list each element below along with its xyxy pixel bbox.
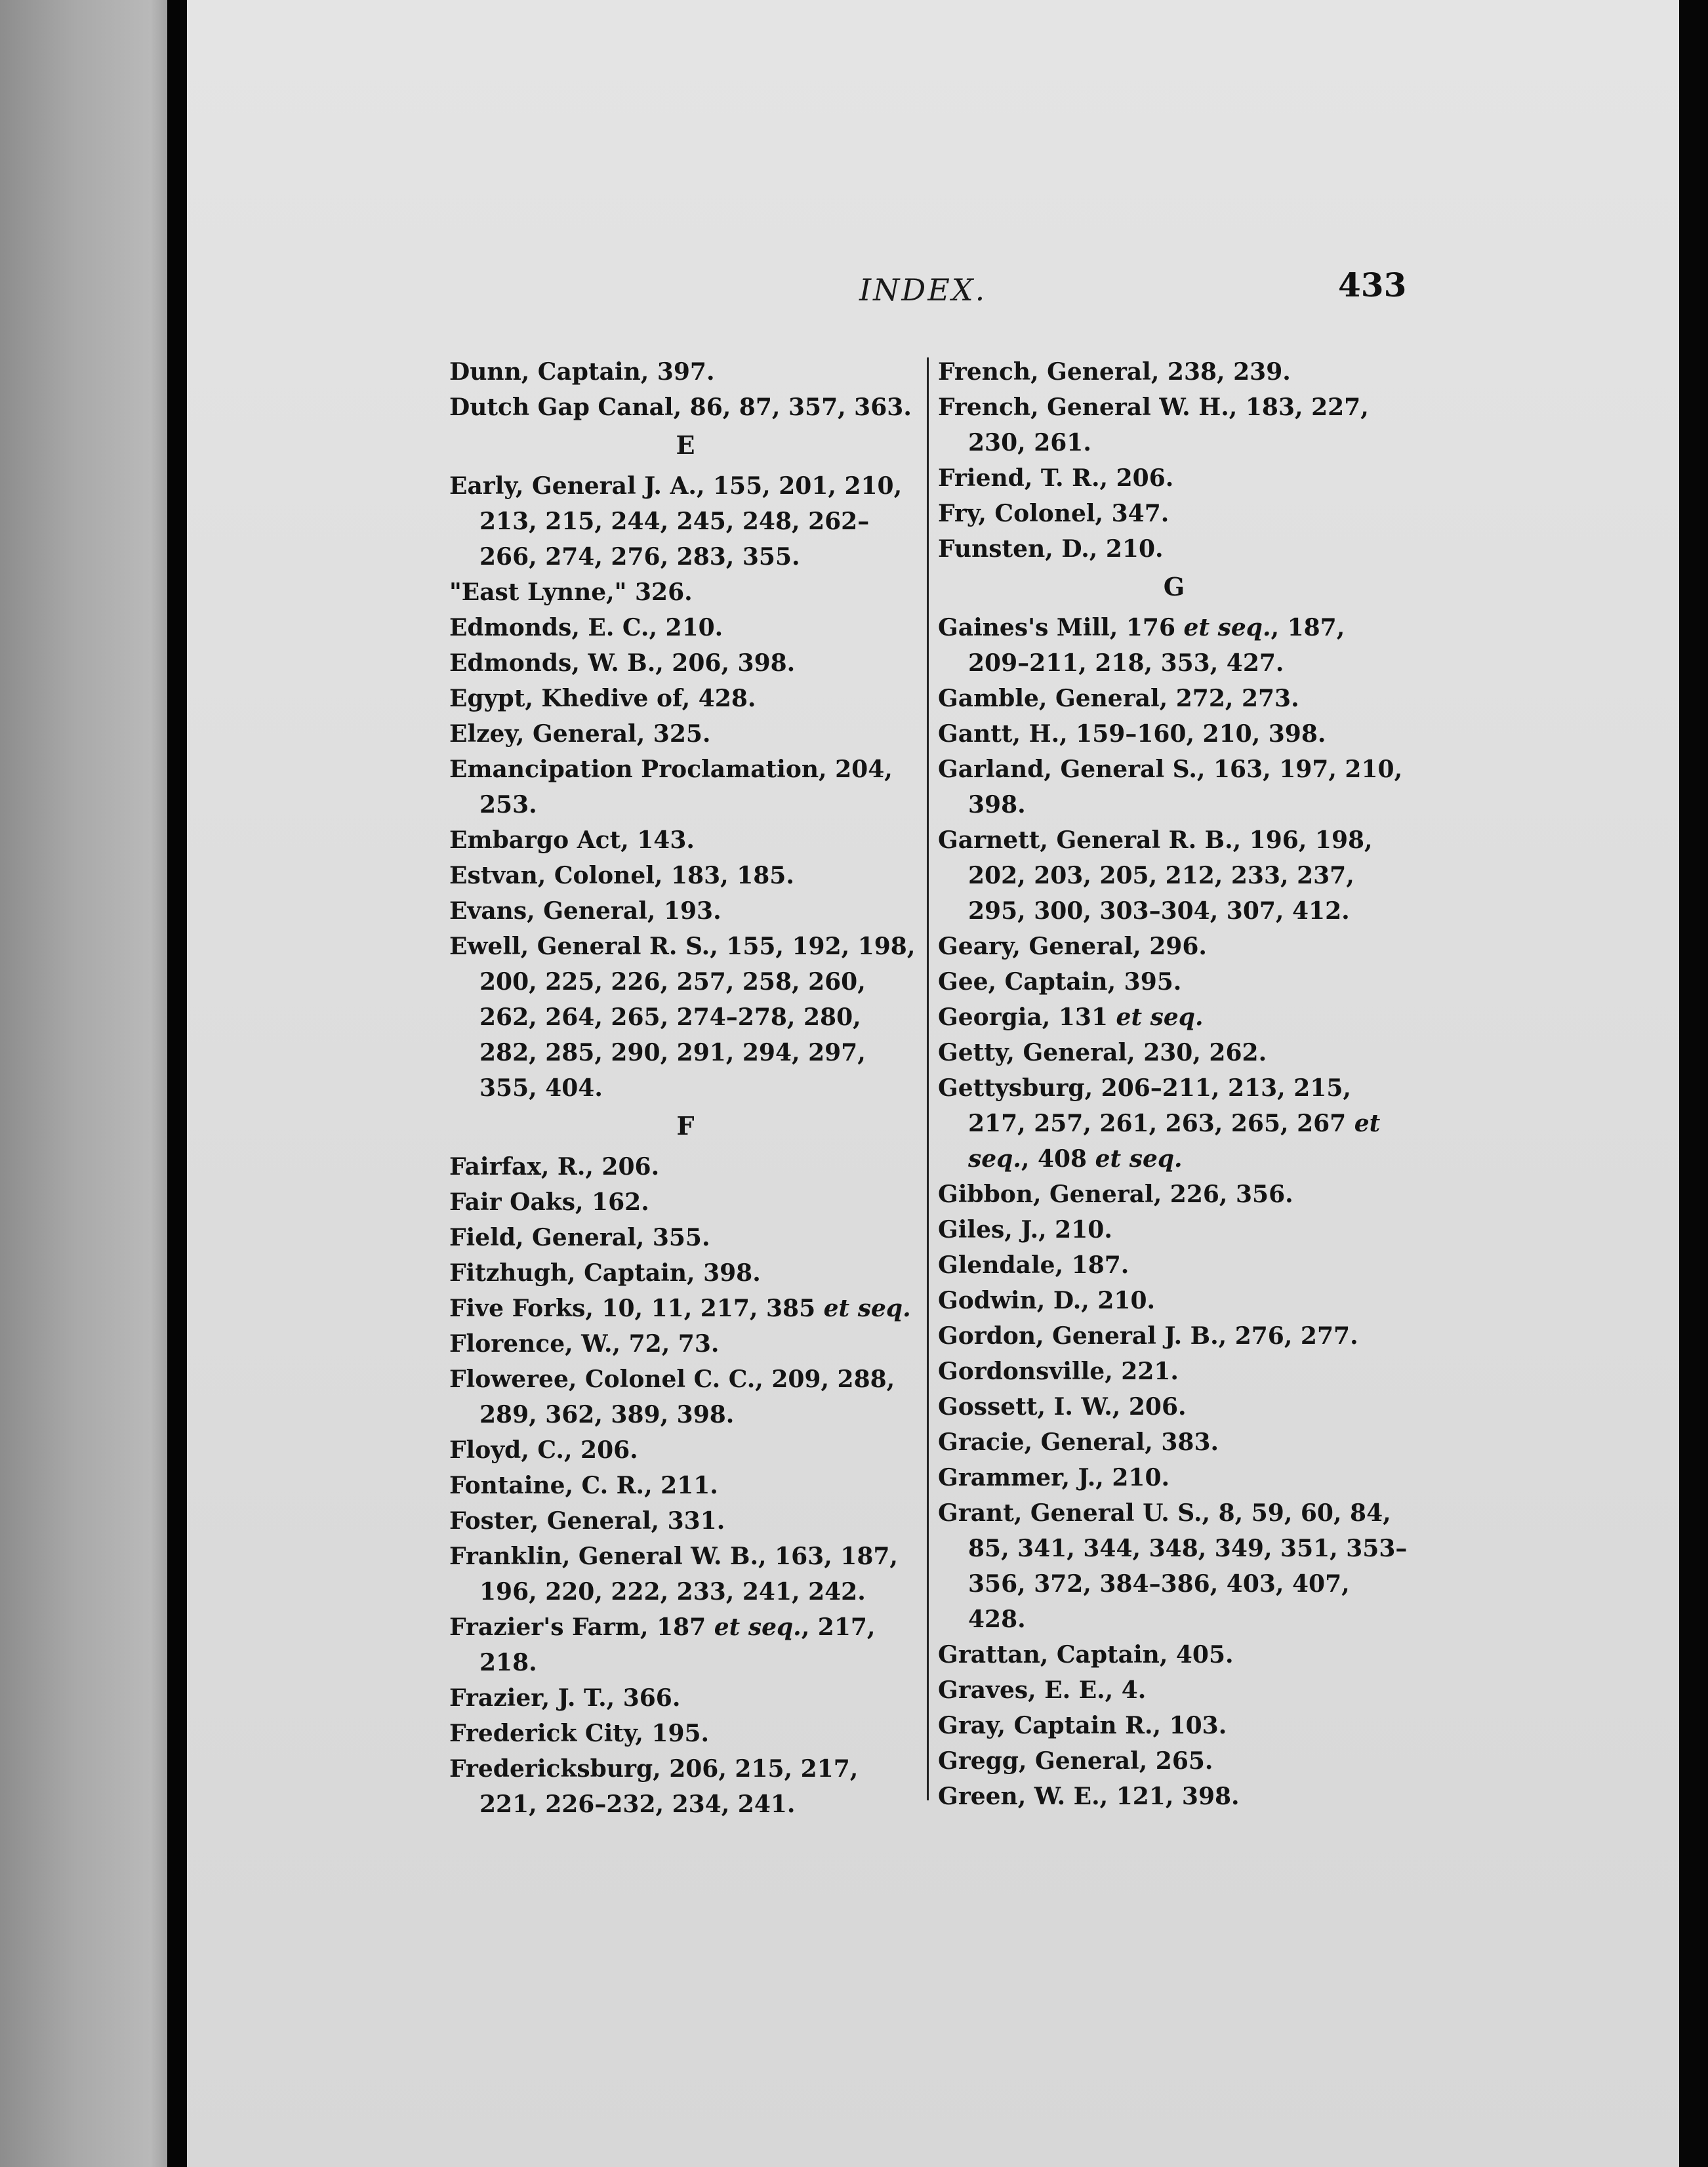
entry-text: Frederick City, 195. [449,1720,710,1747]
entry-text: Ewell, General R. S., 155, 192, 198, 200, 225, 226, 257, 258, 260, 262, 264, 265, 274–278, 280, 282, 285, 290, 291, 294, 297, 355, 404. [449,933,924,1102]
entry-text: , 408 [1021,1145,1095,1173]
section-letter: G [1163,572,1185,601]
entry-text: Fitzhugh, Captain, 398. [449,1259,761,1287]
entry-text: Emancipation Proclamation, 204, 253. [449,756,901,819]
index-entry [938,531,1410,567]
index-entry [449,645,922,681]
entry-text: Edmonds, W. B., 206, 398. [449,649,796,677]
entry-text: Fairfax, R., 206. [449,1153,660,1181]
index-entry [449,1291,922,1326]
index-column-right [938,354,1410,1814]
entry-text: Florence, W., 72, 73. [449,1330,720,1358]
entry-text: Gordonsville, 221. [938,1358,1179,1385]
index-entry [938,1495,1410,1637]
index-entry [449,1185,922,1220]
index-entry [938,1672,1410,1708]
index-entry [938,964,1410,1000]
entry-text: Garnett, General R. B., 196, 198, 202, 203, 205, 212, 233, 237, 295, 300, 303–304, 307, 412. [938,826,1381,925]
entry-text: Geary, General, 296. [938,933,1207,960]
facing-page-edge [0,0,167,2167]
entry-text: Grammer, J., 210. [938,1464,1170,1491]
entry-text: Estvan, Colonel, 183, 185. [449,862,794,889]
index-entry [938,929,1410,964]
entry-italic-text: et seq. [714,1613,802,1641]
index-entry [938,1247,1410,1283]
index-entry [938,1743,1410,1779]
index-entry [449,716,922,752]
entry-text: Funsten, D., 210. [938,535,1164,563]
index-entry [449,354,922,390]
index-entry [449,1539,922,1610]
scan-border [1679,0,1708,2167]
index-entry [938,1035,1410,1070]
entry-text: Frazier's Farm, 187 [449,1613,714,1641]
index-entry [938,1318,1410,1354]
index-entry [449,468,922,575]
entry-text: Early, General J. A., 155, 201, 210, 213, 215, 244, 245, 248, 262–266, 274, 276, 283, 355. [449,472,910,571]
index-entry [449,1220,922,1255]
entry-text: Grattan, Captain, 405. [938,1641,1234,1669]
index-entry [938,716,1410,752]
entry-text: Frazier, J. T., 366. [449,1684,681,1712]
index-entry [938,390,1410,460]
entry-text: , 187, 209–211, 218, 353, 427. [968,614,1353,677]
index-entry [938,1425,1410,1460]
index-entry [938,1354,1410,1389]
entry-text: Evans, General, 193. [449,897,722,925]
index-entry [449,822,922,858]
index-entry [449,1362,922,1432]
index-entry [938,1283,1410,1318]
index-entry [938,1212,1410,1247]
index-entry [938,1637,1410,1672]
index-entry [938,496,1410,531]
entry-text: Fredericksburg, 206, 215, 217, 221, 226–232, 234, 241. [449,1755,866,1818]
entry-text: Foster, General, 331. [449,1507,725,1535]
index-entry [449,1716,922,1751]
index-entry [449,1255,922,1291]
entry-text: Glendale, 187. [938,1251,1129,1279]
index-entry [449,858,922,893]
entry-text: Giles, J., 210. [938,1216,1112,1244]
index-entry [449,610,922,645]
book-page [187,0,1679,2167]
entry-text: Gaines's Mill, 176 [938,614,1184,641]
entry-text: Dunn, Captain, 397. [449,358,715,386]
entry-text: Gray, Captain R., 103. [938,1712,1227,1739]
entry-text: Field, General, 355. [449,1224,710,1251]
entry-text: Georgia, 131 [938,1003,1116,1031]
entry-text: Embargo Act, 143. [449,826,695,854]
index-entry [449,1468,922,1503]
page-number: 433 [1338,266,1407,304]
index-entry [938,1389,1410,1425]
entry-text: Gettysburg, 206–211, 213, 215, 217, 257, 261, 263, 265, 267 [938,1074,1360,1137]
index-entry [449,1432,922,1468]
entry-text: French, General, 238, 239. [938,358,1291,386]
entry-text: Getty, General, 230, 262. [938,1039,1267,1066]
index-entry [938,1070,1410,1177]
index-entry [938,822,1410,929]
index-entry [449,752,922,822]
entry-text: Gossett, I. W., 206. [938,1393,1187,1421]
index-entry [938,1460,1410,1495]
index-entry [449,929,922,1106]
index-column-left [449,354,922,1822]
index-entry [449,1751,922,1822]
index-entry [449,1680,922,1716]
entry-text: Edmonds, E. C., 210. [449,614,723,641]
index-entry [449,1610,922,1680]
entry-text: French, General W. H., 183, 227, 230, 261. [938,394,1377,456]
entry-text: Elzey, General, 325. [449,720,711,748]
entry-text: Floyd, C., 206. [449,1436,638,1464]
entry-text: Graves, E. E., 4. [938,1676,1147,1704]
entry-text: Fry, Colonel, 347. [938,500,1169,527]
entry-text: Five Forks, 10, 11, 217, 385 [449,1295,824,1322]
entry-text: Floweree, Colonel C. C., 209, 288, 289, 362, 389, 398. [449,1366,903,1428]
index-entry [938,460,1410,496]
index-entry [938,1000,1410,1035]
index-entry [449,1326,922,1362]
entry-text: Dutch Gap Canal, 86, 87, 357, 363. [449,394,912,421]
index-entry [938,1779,1410,1814]
section-letter: F [676,1111,695,1141]
book-gutter [167,0,187,2167]
entry-italic-text: et seq. [823,1295,911,1322]
index-entry [938,354,1410,390]
index-entry [938,1177,1410,1212]
section-letter: E [676,430,695,460]
entry-text: Egypt, Khedive of, 428. [449,685,756,712]
entry-text: Garland, General S., 163, 197, 210, 398. [938,756,1411,819]
index-entry [938,752,1410,822]
entry-text: Green, W. E., 121, 398. [938,1783,1240,1810]
entry-text: Gracie, General, 383. [938,1428,1219,1456]
index-entry [449,1149,922,1185]
index-entry [938,681,1410,716]
entry-italic-text: et seq. [1095,1145,1183,1173]
entry-italic-text: et seq. [1116,1003,1204,1031]
entry-text: Gordon, General J. B., 276, 277. [938,1322,1358,1350]
entry-text: , 217, 218. [479,1613,884,1676]
entry-text: Franklin, General W. B., 163, 187, 196, 220, 222, 233, 241, 242. [449,1543,906,1606]
entry-italic-text: et seq. [968,1110,1389,1173]
entry-text: Godwin, D., 210. [938,1287,1156,1314]
entry-text: Gregg, General, 265. [938,1747,1213,1775]
column-divider [927,357,929,1800]
index-entry [449,681,922,716]
entry-text: Gibbon, General, 226, 356. [938,1181,1293,1208]
entry-text: Friend, T. R., 206. [938,464,1174,492]
entry-text: "East Lynne," 326. [449,578,693,606]
entry-text: Gantt, H., 159–160, 210, 398. [938,720,1326,748]
index-entry [449,1503,922,1539]
entry-italic-text: et seq. [1183,614,1271,641]
entry-text: Fair Oaks, 162. [449,1188,649,1216]
index-entry [938,1708,1410,1743]
entry-text: Gee, Captain, 395. [938,968,1182,996]
index-entry [449,575,922,610]
running-head: INDEX. [859,272,987,308]
index-entry [449,893,922,929]
entry-text: Gamble, General, 272, 273. [938,685,1299,712]
entry-text: Grant, General U. S., 8, 59, 60, 84, 85, 341, 344, 348, 349, 351, 353–356, 372, 384–386, 403, 407, 428. [938,1499,1408,1633]
entry-text: Fontaine, C. R., 211. [449,1472,718,1499]
index-entry [938,610,1410,681]
index-entry [449,390,922,425]
